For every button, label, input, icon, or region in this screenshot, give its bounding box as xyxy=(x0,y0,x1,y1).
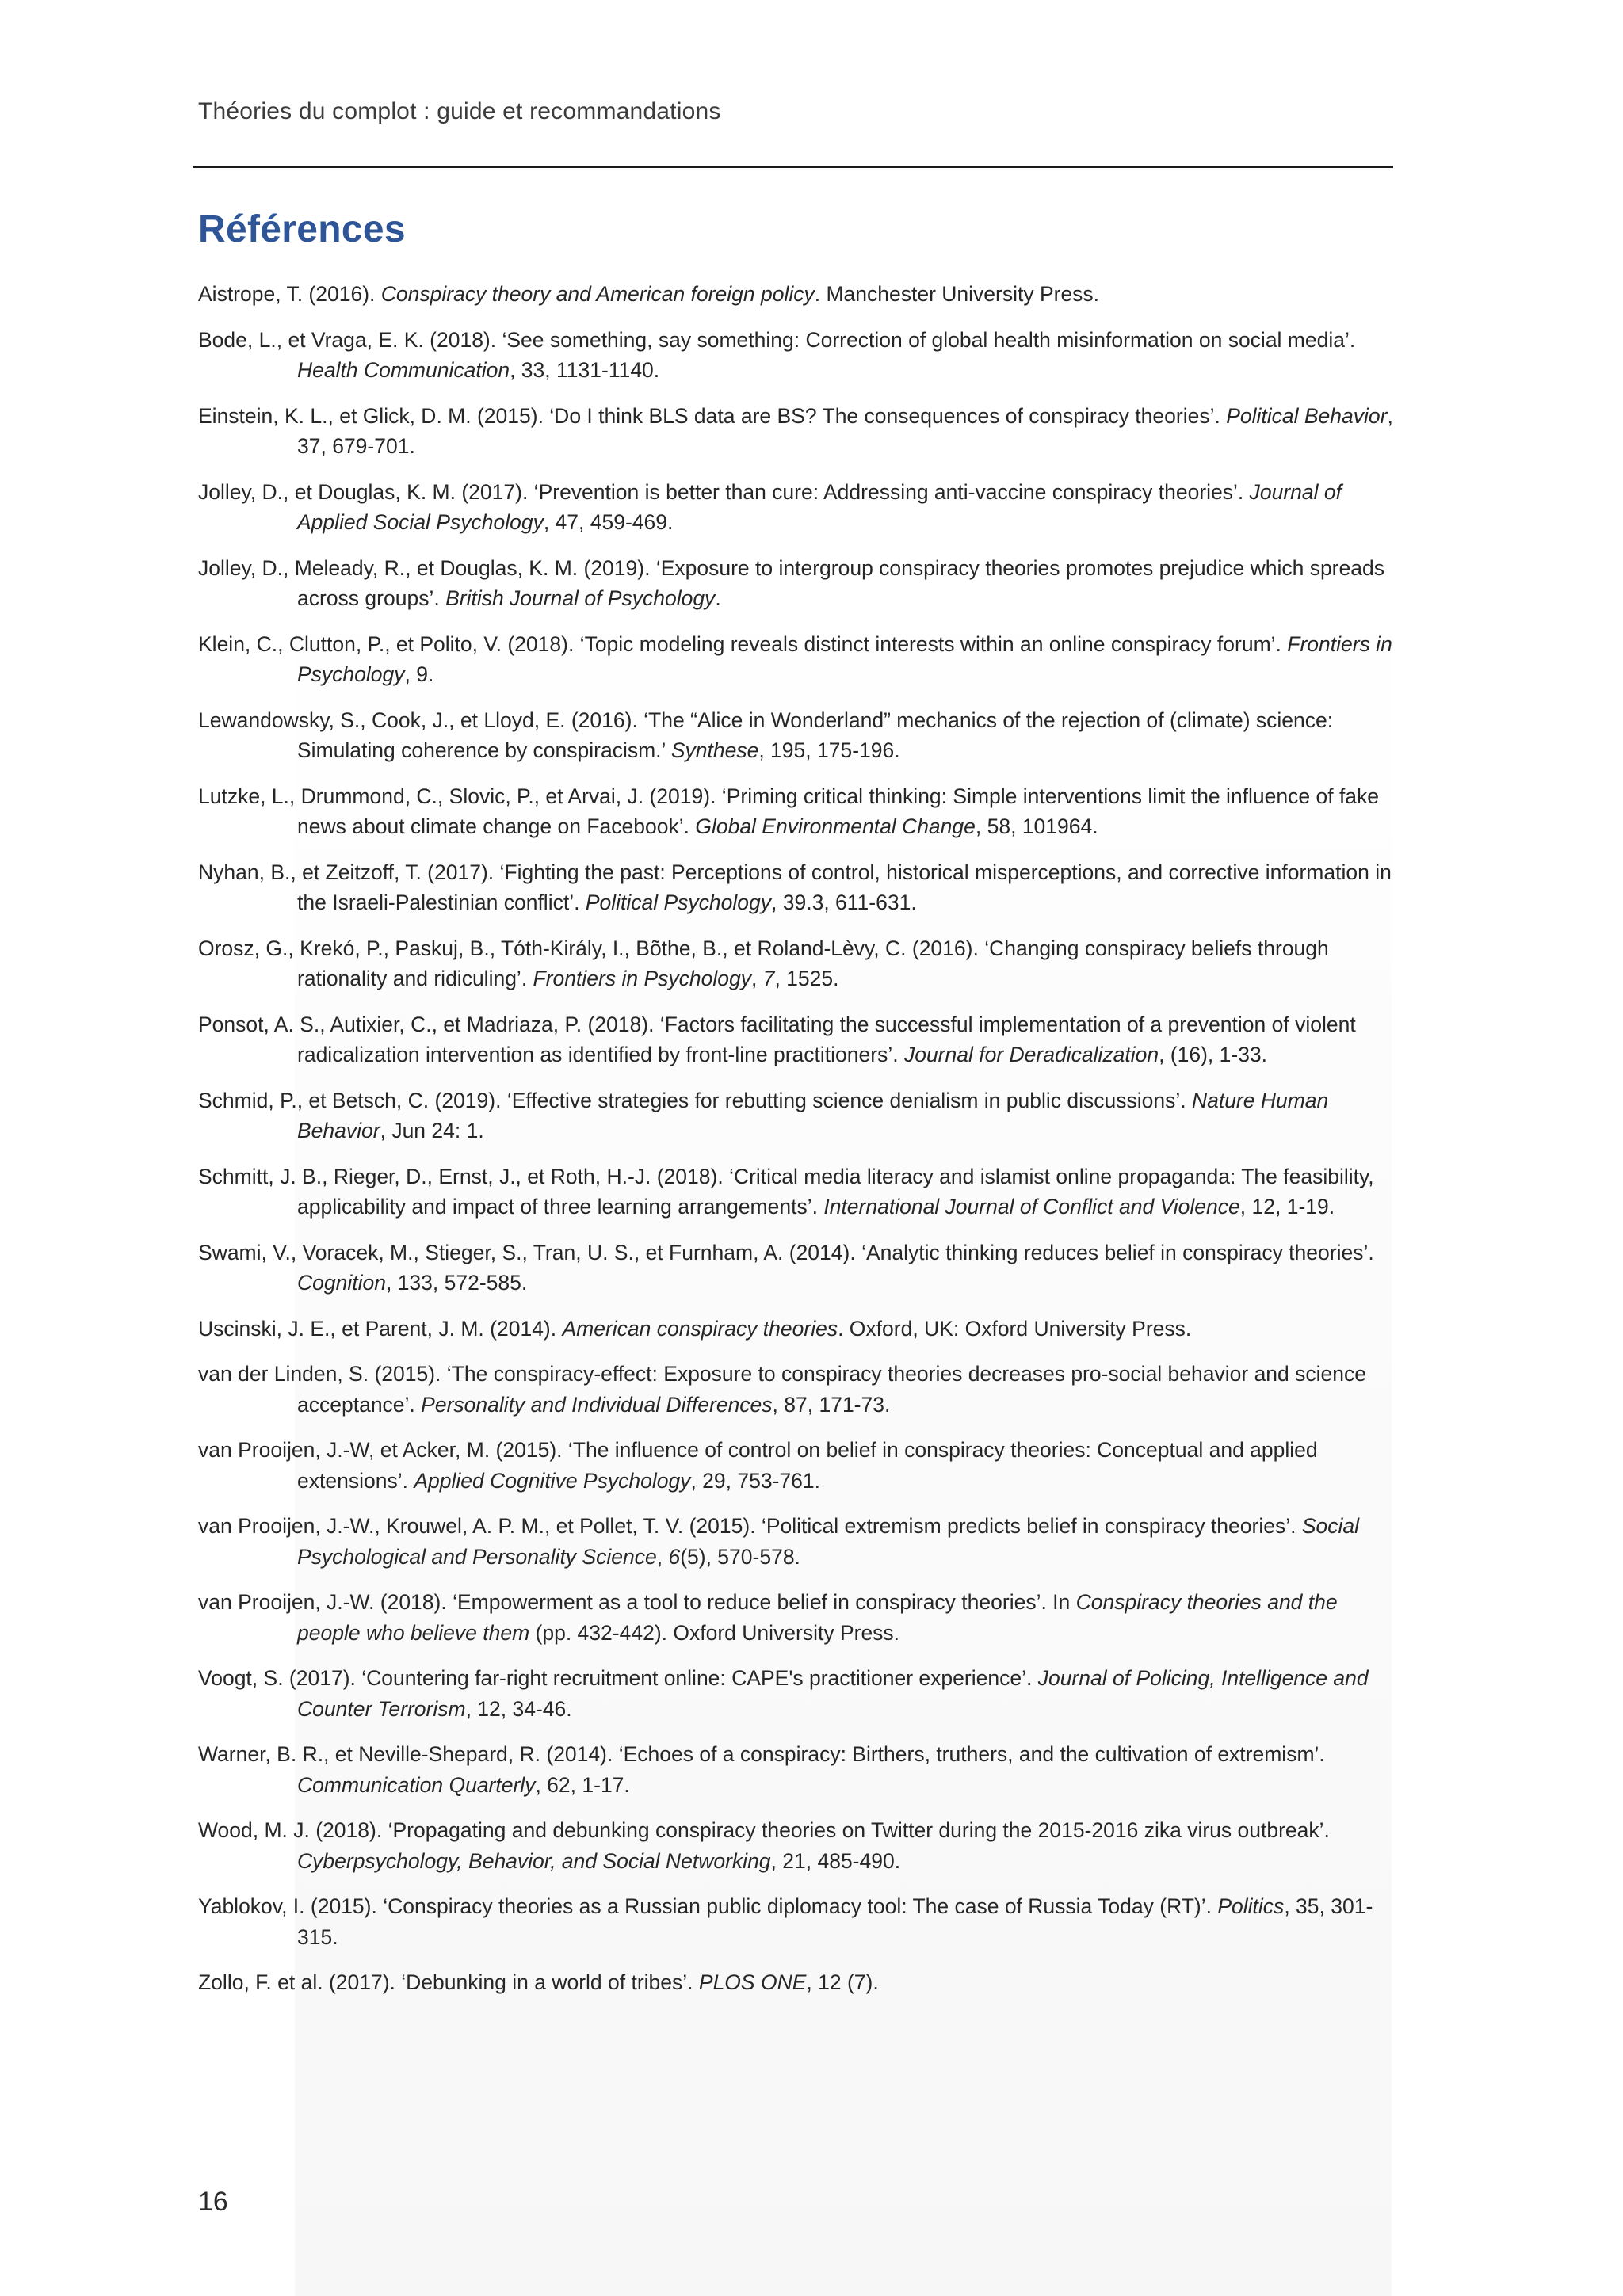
reference-text: Orosz, G., Krekó, P., Paskuj, B., Tóth-Király, I., Bõthe, B., et Roland-Lèvy, C. (2016). ‘Changing conspiracy beliefs through rationality and ridiculing’. xyxy=(198,936,1329,990)
reference-italic-text: Political Psychology xyxy=(585,891,772,914)
reference-entry xyxy=(198,1511,1393,1572)
reference-italic-text: Conspiracy theory and American foreign policy xyxy=(380,282,815,306)
reference-entry xyxy=(198,325,1393,386)
reference-italic-text: Personality and Individual Differences xyxy=(421,1392,773,1417)
reference-entry xyxy=(198,1663,1393,1724)
reference-entry xyxy=(198,401,1393,462)
reference-entry xyxy=(198,477,1393,538)
reference-italic-text: American conspiracy theories xyxy=(562,1316,838,1341)
reference-text: Klein, C., Clutton, P., et Polito, V. (2018). ‘Topic modeling reveals distinct interests within an online conspiracy forum’. xyxy=(198,631,1288,656)
reference-italic-text: Applied Cognitive Psychology xyxy=(414,1468,691,1493)
reference-text: Wood, M. J. (2018). ‘Propagating and debunking conspiracy theories on Twitter during the 2015-2016 zika virus outbreak’. xyxy=(198,1818,1330,1842)
reference-text: van Prooijen, J.-W. (2018). ‘Empowerment as a tool to reduce belief in conspiracy theories’. In xyxy=(198,1590,1076,1614)
reference-text: , 12, 34-46. xyxy=(465,1696,572,1721)
reference-text: , xyxy=(656,1544,669,1569)
reference-text: , xyxy=(750,967,763,990)
reference-text: , 37, 679-701. xyxy=(297,403,1393,458)
reference-entry xyxy=(198,1587,1393,1648)
reference-italic-text: Health Communication xyxy=(297,358,510,382)
reference-entry xyxy=(198,1435,1393,1496)
reference-text: Lewandowsky, S., Cook, J., et Lloyd, E. (2016). ‘The “Alice in Wonderland” mechanics of the rejection of (climate) science: Simulating coherence by conspiracism.’ xyxy=(198,707,1334,762)
reference-italic-text: Frontiers in Psychology xyxy=(533,967,751,990)
reference-text: Aistrope, T. (2016). xyxy=(198,282,381,306)
reference-text: van der Linden, S. (2015). ‘The conspiracy-effect: Exposure to conspiracy theories decreases pro-social behavior and science acceptance’. xyxy=(198,1362,1366,1417)
reference-italic-text: Frontiers in Psychology xyxy=(297,631,1392,686)
reference-entry xyxy=(198,1238,1393,1299)
reference-text: . xyxy=(715,586,721,610)
reference-entry xyxy=(198,279,1393,310)
reference-text: , 58, 101964. xyxy=(975,814,1098,838)
reference-italic-text: Journal of Policing, Intelligence and Counter Terrorism xyxy=(297,1666,1369,1721)
reference-text: , Jun 24: 1. xyxy=(380,1119,484,1142)
reference-entry xyxy=(198,933,1393,994)
reference-text: , 12 (7). xyxy=(806,1970,879,1994)
reference-text: Swami, V., Voracek, M., Stieger, S., Tran, U. S., et Furnham, A. (2014). ‘Analytic thinking reduces belief in conspiracy theories’. xyxy=(198,1240,1374,1264)
reference-text: , 9. xyxy=(404,662,434,686)
reference-italic-text: Social Psychological and Personality Science xyxy=(297,1514,1360,1569)
reference-italic-text: Synthese xyxy=(670,738,759,762)
reference-italic-text: PLOS ONE xyxy=(698,1970,807,1994)
reference-list xyxy=(198,279,1393,2013)
reference-text: , 133, 572-585. xyxy=(385,1271,528,1295)
reference-entry xyxy=(198,1314,1393,1344)
reference-text: Jolley, D., Meleady, R., et Douglas, K. M. (2019). ‘Exposure to intergroup conspiracy theories promotes prejudice which spreads across groups’. xyxy=(198,555,1384,610)
reference-italic-text: International Journal of Conflict and Violence xyxy=(823,1195,1240,1219)
reference-text: . Manchester University Press. xyxy=(814,282,1100,306)
reference-entry xyxy=(198,1359,1393,1420)
reference-text: Zollo, F. et al. (2017). ‘Debunking in a world of tribes’. xyxy=(198,1970,699,1994)
reference-text: (5), 570-578. xyxy=(680,1544,800,1569)
reference-text: Schmid, P., et Betsch, C. (2019). ‘Effective strategies for rebutting science denialism in public discussions’. xyxy=(198,1088,1192,1112)
reference-text: , 33, 1131-1140. xyxy=(510,358,660,382)
reference-text: Schmitt, J. B., Rieger, D., Ernst, J., et Roth, H.-J. (2018). ‘Critical media literacy and islamist online propaganda: The feasibility, applicability and impact of three learning arrangements’. xyxy=(198,1164,1374,1219)
reference-italic-text: 7 xyxy=(762,967,775,990)
reference-text: Voogt, S. (2017). ‘Countering far-right recruitment online: CAPE's practitioner experience’. xyxy=(198,1666,1038,1690)
reference-entry xyxy=(198,781,1393,842)
reference-italic-text: Cognition xyxy=(297,1271,386,1295)
reference-entry xyxy=(198,553,1393,614)
reference-italic-text: Political Behavior xyxy=(1226,403,1388,428)
reference-entry xyxy=(198,857,1393,918)
reference-italic-text: 6 xyxy=(668,1544,681,1569)
reference-text: , 29, 753-761. xyxy=(690,1468,820,1493)
reference-entry xyxy=(198,1739,1393,1800)
reference-text: , 87, 171-73. xyxy=(772,1392,891,1417)
reference-text: , 1525. xyxy=(774,967,839,990)
reference-text: (pp. 432-442). Oxford University Press. xyxy=(529,1620,900,1645)
reference-text: Warner, B. R., et Neville-Shepard, R. (2014). ‘Echoes of a conspiracy: Birthers, truthers, and the cultivation of extremism’. xyxy=(198,1742,1325,1766)
reference-entry xyxy=(198,1161,1393,1222)
reference-entry xyxy=(198,1009,1393,1070)
running-header-title: Théories du complot : guide et recommandations xyxy=(198,98,721,124)
reference-text: , 12, 1-19. xyxy=(1239,1195,1335,1219)
reference-text: , (16), 1-33. xyxy=(1159,1043,1268,1066)
reference-italic-text: Journal for Deradicalization xyxy=(903,1043,1159,1066)
reference-text: , 35, 301-315. xyxy=(297,1894,1373,1949)
reference-text: Jolley, D., et Douglas, K. M. (2017). ‘Prevention is better than cure: Addressing anti-vaccine conspiracy theories’. xyxy=(198,479,1250,504)
reference-text: , 21, 485-490. xyxy=(770,1848,901,1873)
reference-text: , 47, 459-469. xyxy=(543,510,674,534)
reference-entry xyxy=(198,705,1393,766)
page-number: 16 xyxy=(198,2187,228,2217)
reference-italic-text: Journal of Applied Social Psychology xyxy=(297,479,1342,534)
reference-text: Nyhan, B., et Zeitzoff, T. (2017). ‘Fighting the past: Perceptions of control, historical misperceptions, and corrective information in the Israeli-Palestinian conflict’. xyxy=(198,860,1392,914)
reference-text: van Prooijen, J.-W., Krouwel, A. P. M., et Pollet, T. V. (2015). ‘Political extremism predicts belief in conspiracy theories’. xyxy=(198,1514,1302,1538)
reference-text: Yablokov, I. (2015). ‘Conspiracy theories as a Russian public diplomacy tool: The case of Russia Today (RT)’. xyxy=(198,1894,1218,1918)
reference-text: , 195, 175-196. xyxy=(758,738,900,762)
reference-text: Lutzke, L., Drummond, C., Slovic, P., et Arvai, J. (2019). ‘Priming critical thinking: Simple interventions limit the influence of fake news about climate change on Facebook’. xyxy=(198,784,1380,838)
reference-italic-text: British Journal of Psychology xyxy=(445,586,716,610)
reference-entry xyxy=(198,1085,1393,1146)
reference-text: Ponsot, A. S., Autixier, C., et Madriaza, P. (2018). ‘Factors facilitating the successful implementation of a prevention of violent radicalization intervention as identified by front-line practitioners’. xyxy=(198,1012,1356,1066)
reference-text: van Prooijen, J.-W, et Acker, M. (2015). ‘The influence of control on belief in conspiracy theories: Conceptual and applied extensions’. xyxy=(198,1438,1318,1493)
reference-italic-text: Politics xyxy=(1217,1894,1285,1918)
reference-italic-text: Communication Quarterly xyxy=(297,1772,536,1797)
section-heading: Références xyxy=(198,208,406,250)
reference-text: Einstein, K. L., et Glick, D. M. (2015). ‘Do I think BLS data are BS? The consequences of conspiracy theories’. xyxy=(198,403,1227,428)
reference-italic-text: Cyberpsychology, Behavior, and Social Networking xyxy=(297,1848,771,1873)
reference-text: Bode, L., et Vraga, E. K. (2018). ‘See something, say something: Correction of global health misinformation on social media’. xyxy=(198,327,1356,352)
reference-entry xyxy=(198,1891,1393,1952)
reference-text: . Oxford, UK: Oxford University Press. xyxy=(838,1316,1192,1341)
reference-italic-text: Conspiracy theories and the people who believe them xyxy=(297,1590,1338,1645)
reference-italic-text: Nature Human Behavior xyxy=(297,1088,1329,1142)
reference-text: , 62, 1-17. xyxy=(535,1772,630,1797)
header-divider xyxy=(193,166,1393,168)
reference-text: , 39.3, 611-631. xyxy=(771,891,917,914)
reference-text: Uscinski, J. E., et Parent, J. M. (2014). xyxy=(198,1316,563,1341)
reference-entry xyxy=(198,1815,1393,1876)
reference-entry xyxy=(198,629,1393,690)
reference-entry xyxy=(198,1967,1393,1998)
reference-italic-text: Global Environmental Change xyxy=(695,814,976,838)
